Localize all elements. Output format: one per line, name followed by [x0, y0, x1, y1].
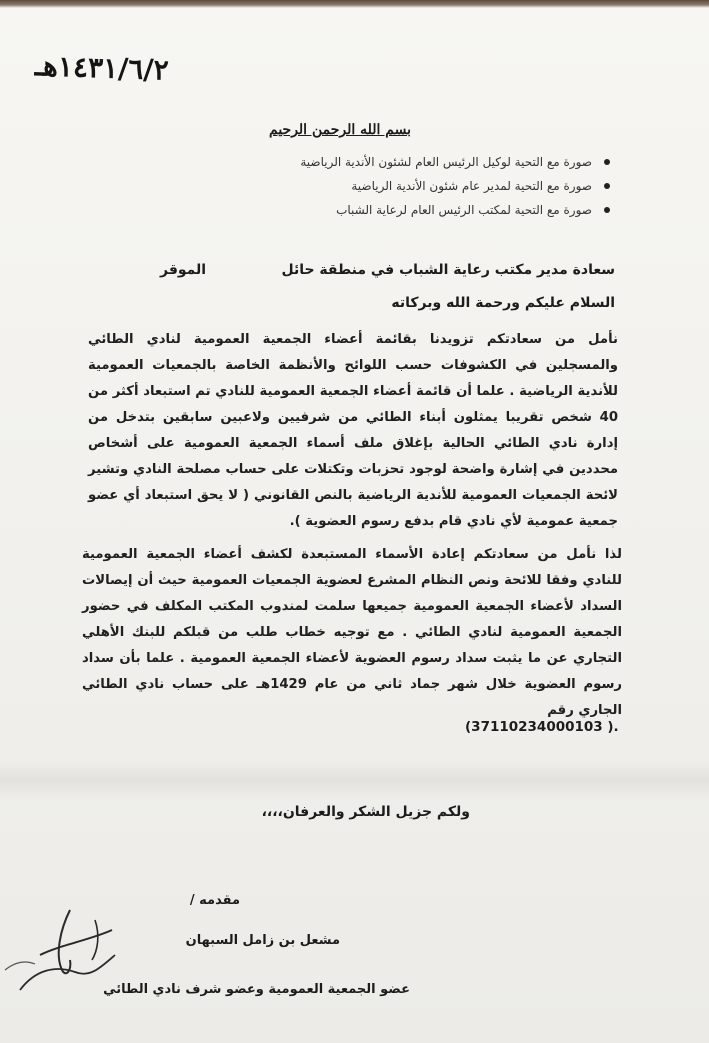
bullet-icon	[604, 159, 610, 165]
handwritten-date: ١٤٣١/٦/٢هـ	[34, 49, 170, 87]
cc-list-item-text: صورة مع التحية لمكتب الرئيس العام لرعاية الشباب	[336, 203, 592, 217]
presented-by-label: مقدمه /	[189, 893, 240, 908]
cc-list-item	[180, 198, 610, 222]
body-paragraph-2: لذا نأمل من سعادتكم إعادة الأسماء المستبعدة لكشف أعضاء الجمعية العمومية للنادي وفقا للائحة ونص النظام المشرع لعضوية الجمعيات العمومية حيث أن إيصالات السداد لأعضاء الجمعية العمومية جميعها سلمت لمندوب المكتب المكلف في حضور الجمعية العمومية لنادي الطائي . مع توجيه خطاب طلب من قبلكم للبنك الأهلي التجاري عن ما يثبت سداد رسوم العضوية لأعضاء الجمعية العمومية . علما بأن سداد رسوم العضوية خلال شهر جماد ثاني من عام 1429هـ على حساب نادي الطائي الجاري رقم	[82, 547, 623, 718]
cc-list-item	[180, 150, 610, 174]
body-paragraph-1: نأمل من سعادتكم تزويدنا بقائمة أعضاء الجمعية العمومية لنادي الطائي والمسجلين في الكشوفات حسب اللوائح والأنظمة الخاصة بالجمعيات العمومية للأندية الرياضية . علما أن قائمة أعضاء الجمعية العمومية للنادي تم استبعاد أكثر من 40 شخص تقريبا يمثلون أبناء الطائي من شرفيين ولاعبين سابقين بتدخل من إدارة نادي الطائي الحالية بإغلاق ملف أسماء الجمعية العمومية على أشخاص محددين في إشارة واضحة لوجود تحزبات وتكتلات على حساب مصلحة النادي وتشير لائحة الجمعيات العمومية للأندية الرياضية بالنص القانوني ( لا يحق استبعاد أي عضو جمعية عمومية لأي نادي قام بدفع رسوم العضوية ).	[88, 332, 618, 529]
paper-fold	[0, 760, 709, 800]
handwritten-signature	[0, 900, 130, 1010]
cc-list	[180, 150, 610, 222]
closing-line: ولكم جزيل الشكر والعرفان،،،،	[261, 804, 470, 820]
signer-title: عضو الجمعية العمومية وعضو شرف نادي الطائي	[103, 982, 410, 997]
addressee-name: سعادة مدير مكتب رعاية الشباب في منطقة حائل	[281, 262, 615, 278]
cc-list-item-text: صورة مع التحية لمدير عام شئون الأندية الرياضية	[351, 179, 592, 193]
page-top-edge	[0, 0, 709, 8]
bullet-icon	[604, 183, 610, 189]
addressee-line	[160, 262, 615, 278]
signer-name: مشعل بن زامل السبهان	[185, 933, 340, 948]
account-number: (37110234000103 ).	[465, 719, 619, 735]
basmala-heading: بسم الله الرحمن الرحيم	[269, 122, 411, 138]
cc-list-item-text: صورة مع التحية لوكيل الرئيس العام لشئون الأندية الرياضية	[300, 155, 592, 169]
greeting: السلام عليكم ورحمة الله وبركاته	[391, 295, 615, 311]
addressee-honorific: الموقر	[160, 262, 207, 278]
bullet-icon	[604, 207, 610, 213]
cc-list-item	[180, 174, 610, 198]
